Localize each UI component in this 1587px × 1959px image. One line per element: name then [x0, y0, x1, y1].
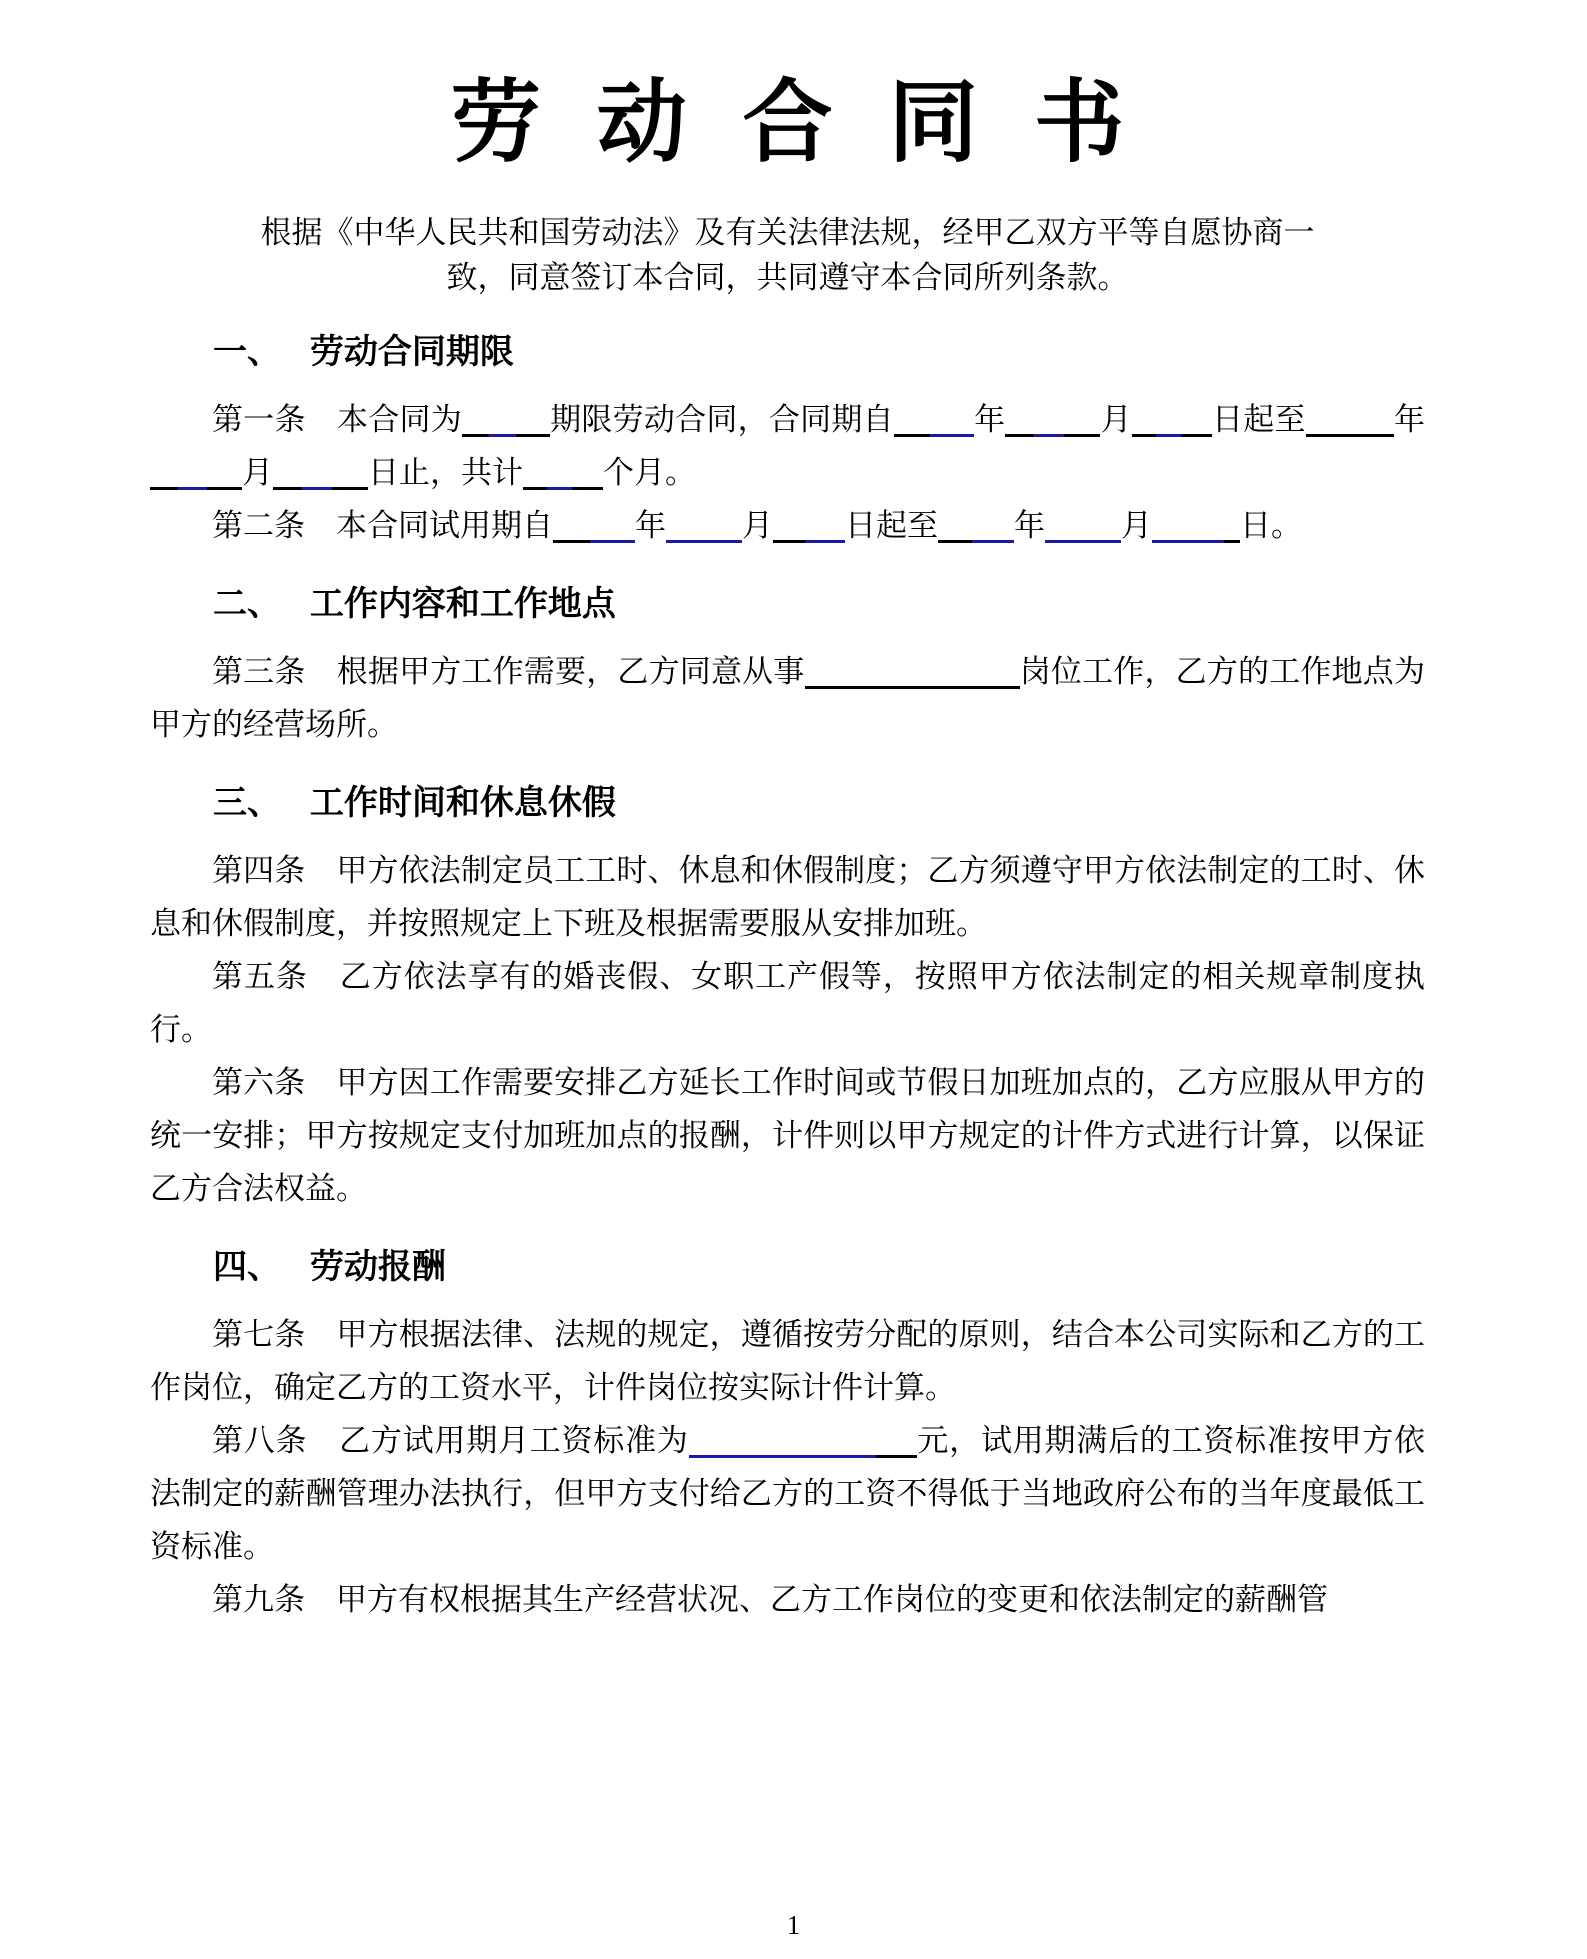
clause-text: 第八条 乙方试用期月工资标准为: [212, 1422, 689, 1458]
blank-field[interactable]: [1132, 406, 1212, 437]
section-heading: [150, 326, 1425, 379]
clause-paragraph: [150, 499, 1425, 552]
section-heading: [150, 777, 1425, 830]
clause-text: 日。: [1240, 507, 1302, 543]
clause-text: 个月。: [603, 454, 696, 490]
clause-paragraph: [150, 393, 1425, 499]
blank-field[interactable]: [938, 512, 1014, 543]
blank-field[interactable]: [805, 658, 1020, 689]
blank-field[interactable]: [1152, 512, 1240, 543]
section-title: 劳动合同期限: [309, 333, 514, 371]
blank-field[interactable]: [273, 459, 368, 490]
section-heading: [150, 578, 1425, 631]
intro-line-2: 致，同意签订本合同，共同遵守本合同所列条款。: [446, 259, 1129, 295]
clause-text: 期限劳动合同，合同期自: [549, 401, 894, 437]
section-title: 工作内容和工作地点: [309, 585, 616, 623]
clause-text: 岗位工作，乙方的工作地点为甲方的经营场所。: [150, 653, 1425, 742]
clause-paragraph: [150, 1056, 1425, 1215]
blank-field[interactable]: [1005, 406, 1100, 437]
clause-text: 月: [242, 454, 273, 490]
blank-field[interactable]: [666, 512, 742, 543]
clause-text: 月: [1121, 507, 1152, 543]
clause-paragraph: [150, 844, 1425, 950]
clause-text: 日止，共计: [368, 454, 523, 490]
clause-text: 日起至: [1211, 401, 1306, 437]
clause-text: 年: [1393, 401, 1426, 437]
blank-field[interactable]: [523, 459, 603, 490]
document-title: 劳动合同书: [450, 74, 1180, 173]
blank-field[interactable]: [689, 1427, 917, 1458]
blank-field[interactable]: [1306, 406, 1394, 437]
blank-field[interactable]: [894, 406, 974, 437]
clause-text: 第四条 甲方依法制定员工工时、休息和休假制度；乙方须遵守甲方依法制定的工时、休息和休假制度，并按照规定上下班及根据需要服从安排加班。: [150, 852, 1425, 941]
clause-text: 第九条 甲方有权根据其生产经营状况、乙方工作岗位的变更和依法制定的薪酬管: [212, 1581, 1328, 1617]
clause-text: 第六条 甲方因工作需要安排乙方延长工作时间或节假日加班加点的，乙方应服从甲方的统一安排；甲方按规定支付加班加点的报酬，计件则以甲方规定的计件方式进行计算，以保证乙方合法权益。: [150, 1064, 1425, 1206]
clause-text: 日起至: [845, 507, 938, 543]
section-number: 一、: [213, 333, 281, 371]
section-heading: [150, 1241, 1425, 1294]
section-number: 三、: [213, 784, 281, 822]
page-number: 1: [786, 1910, 801, 1940]
clause-text: 月: [742, 507, 773, 543]
section-number: 四、: [213, 1248, 281, 1286]
clause-text: 第七条 甲方根据法律、法规的规定，遵循按劳分配的原则，结合本公司实际和乙方的工作岗位，确定乙方的工资水平，计件岗位按实际计件计算。: [150, 1316, 1425, 1405]
blank-field[interactable]: [462, 406, 550, 437]
intro-paragraph: [180, 210, 1395, 300]
blank-field[interactable]: [553, 512, 635, 543]
blank-field[interactable]: [773, 512, 845, 543]
document-body: [150, 326, 1425, 1626]
clause-text: 第三条 根据甲方工作需要，乙方同意从事: [212, 653, 805, 689]
blank-field[interactable]: [1045, 512, 1121, 543]
clause-text: 元，试用期满后的工资标准按甲方依法制定的薪酬管理办法执行，但甲方支付给乙方的工资不得低于当地政府公布的当年度最低工资标准。: [150, 1422, 1426, 1564]
section-title: 工作时间和休息休假: [309, 784, 616, 822]
clause-paragraph: [150, 1308, 1425, 1414]
clause-paragraph: [150, 950, 1425, 1056]
clause-text: 年: [1014, 507, 1045, 543]
clause-text: 月: [1100, 401, 1132, 437]
clause-text: 年: [635, 507, 666, 543]
clause-text: 第一条 本合同为: [212, 401, 462, 437]
clause-text: 第五条 乙方依法享有的婚丧假、女职工产假等，按照甲方依法制定的相关规章制度执行。: [150, 958, 1425, 1047]
clause-text: 年: [973, 401, 1006, 437]
section-number: 二、: [213, 585, 281, 623]
clause-paragraph: [150, 1573, 1425, 1626]
clause-text: 第二条 本合同试用期自: [212, 507, 553, 543]
section-title: 劳动报酬: [309, 1248, 446, 1286]
clause-paragraph: [150, 645, 1425, 751]
intro-line-1: 根据《中华人民共和国劳动法》及有关法律法规，经甲乙双方平等自愿协商一: [260, 214, 1315, 250]
blank-field[interactable]: [150, 459, 242, 490]
clause-paragraph: [150, 1414, 1425, 1573]
